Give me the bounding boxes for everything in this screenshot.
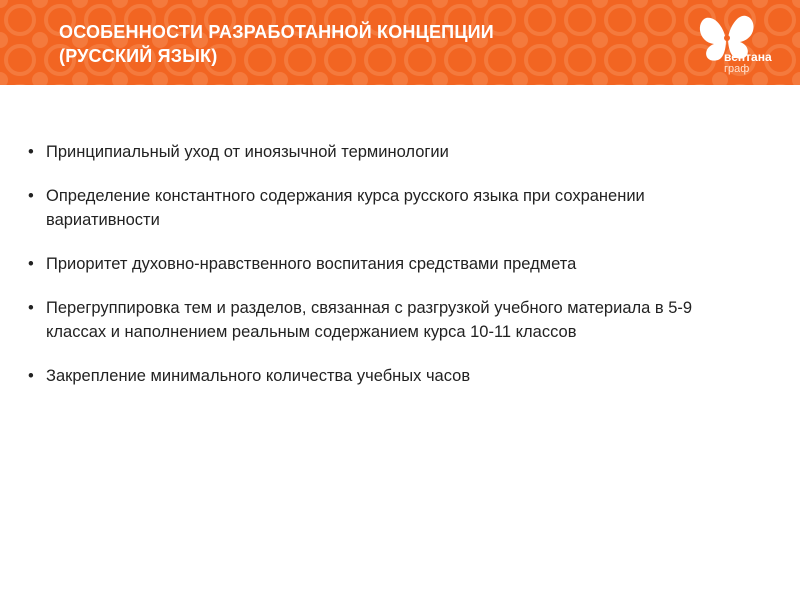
list-item [28, 252, 748, 276]
publisher-logo-text [724, 51, 772, 75]
list-item [28, 364, 748, 388]
list-item [28, 296, 748, 344]
logo-text-line-2: граф [724, 63, 750, 75]
list-item [28, 140, 748, 164]
slide-title-line-1: ОСОБЕННОСТИ РАЗРАБОТАННОЙ КОНЦЕПЦИИ [59, 22, 494, 42]
bullet-dot: • [28, 299, 34, 317]
bullet-dot: • [28, 143, 34, 161]
bullet-text: Принципиальный уход от иноязычной терминологии [46, 143, 449, 161]
slide-title [59, 20, 619, 68]
slide-title-line-2: (РУССКИЙ ЯЗЫК) [59, 46, 218, 66]
bullet-text: Перегруппировка тем и разделов, связанная с разгрузкой учебного материала в 5-9 классах и наполнением реальным содержанием курса 10-11 классов [46, 299, 693, 341]
bullet-text: Закрепление минимального количества учебных часов [46, 367, 471, 385]
bullet-list [28, 140, 748, 408]
bullet-text: Приоритет духовно-нравственного воспитания средствами предмета [46, 255, 577, 273]
bullet-text: Определение константного содержания курса русского языка при сохранении вариативности [46, 187, 645, 229]
bullet-dot: • [28, 255, 34, 273]
list-item [28, 184, 748, 232]
slide-header [0, 0, 800, 85]
logo-text-line-1: вентана [724, 50, 772, 64]
bullet-dot: • [28, 367, 34, 385]
bullet-dot: • [28, 187, 34, 205]
